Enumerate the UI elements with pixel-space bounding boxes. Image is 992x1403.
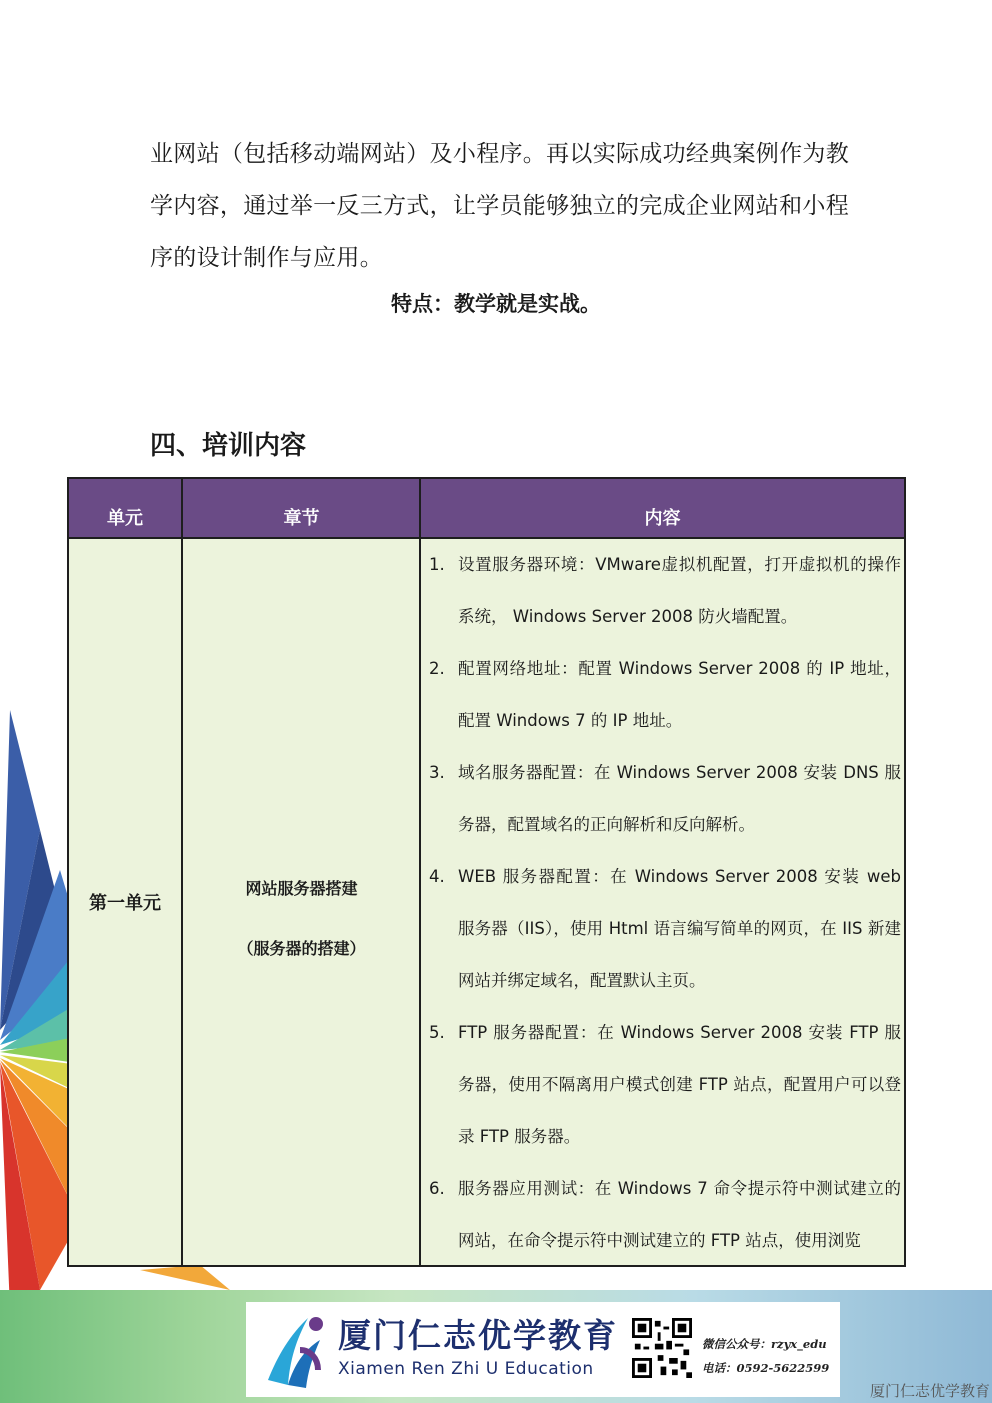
contact-info [702,1332,829,1380]
header-unit: 单元 [107,508,143,529]
table-header-row [69,479,904,539]
header-content: 内容 [644,508,681,529]
brand-logo-icon [260,1310,330,1390]
list-item [421,851,901,1007]
unit-cell: 第一单元 [89,893,161,914]
qr-code-icon [632,1318,692,1378]
header-chapter: 章节 [283,508,320,529]
list-item [421,539,901,643]
item-number: 5. [429,1023,445,1042]
wechat-account: 微信公众号：rzyx_edu [702,1337,827,1351]
item-number: 1. [429,555,445,574]
content-cell [421,539,901,1265]
footer-brand-card [246,1302,840,1397]
item-text: 域名服务器配置：在 Windows Server 2008 安装 DNS 服务器，配置域名的正向解析和反向解析。 [458,763,901,834]
intro-line: 学内容，通过举一反三方式，让学员能够独立的完成企业网站和小程 [150,193,849,219]
feature-statement: 特点：教学就是实战。 [391,292,601,316]
item-number: 2. [429,659,445,678]
item-number: 6. [429,1179,445,1198]
brand-name-en: Xiamen Ren Zhi U Education [338,1359,594,1379]
intro-paragraph [150,128,850,284]
item-text: 服务器应用测试：在 Windows 7 命令提示符中测试建立的网站，在命令提示符中测试建立的 FTP 站点，使用浏览 [458,1179,901,1250]
phone-number: 电话：0592-5622599 [702,1361,830,1375]
item-number: 4. [429,867,445,886]
item-text: 配置网络地址：配置 Windows Server 2008 的 IP 地址，配置 Windows 7 的 IP 地址。 [458,659,901,730]
list-item [421,643,901,747]
list-item [421,1163,901,1265]
item-text: FTP 服务器配置：在 Windows Server 2008 安装 FTP 服务器，使用不隔离用户模式创建 FTP 站点，配置用户可以登录 FTP 服务器。 [458,1023,901,1146]
training-content-table [67,477,906,1267]
item-text: WEB 服务器配置：在 Windows Server 2008 安装 web 服务器（IIS），使用 Html 语言编写简单的网页，在 IIS 新建网站并绑定域名，配置默认主页。 [458,867,901,990]
item-number: 3. [429,763,445,782]
intro-line: 业网站（包括移动端网站）及小程序。再以实际成功经典案例作为教 [150,141,849,167]
chapter-title: 网站服务器搭建 [245,879,358,898]
section-heading: 四、培训内容 [150,431,307,461]
list-item [421,1007,901,1163]
item-text: 设置服务器环境：VMware虚拟机配置，打开虚拟机的操作系统， Windows Server 2008 防火墙配置。 [458,555,901,626]
corner-watermark: 厦门仁志优学教育 [869,1382,990,1400]
intro-line: 序的设计制作与应用。 [150,245,383,271]
chapter-cell [183,859,420,979]
list-item [421,747,901,851]
brand-name-cn: 厦门仁志优学教育 [338,1316,618,1355]
chapter-subtitle: （服务器的搭建） [237,939,366,958]
